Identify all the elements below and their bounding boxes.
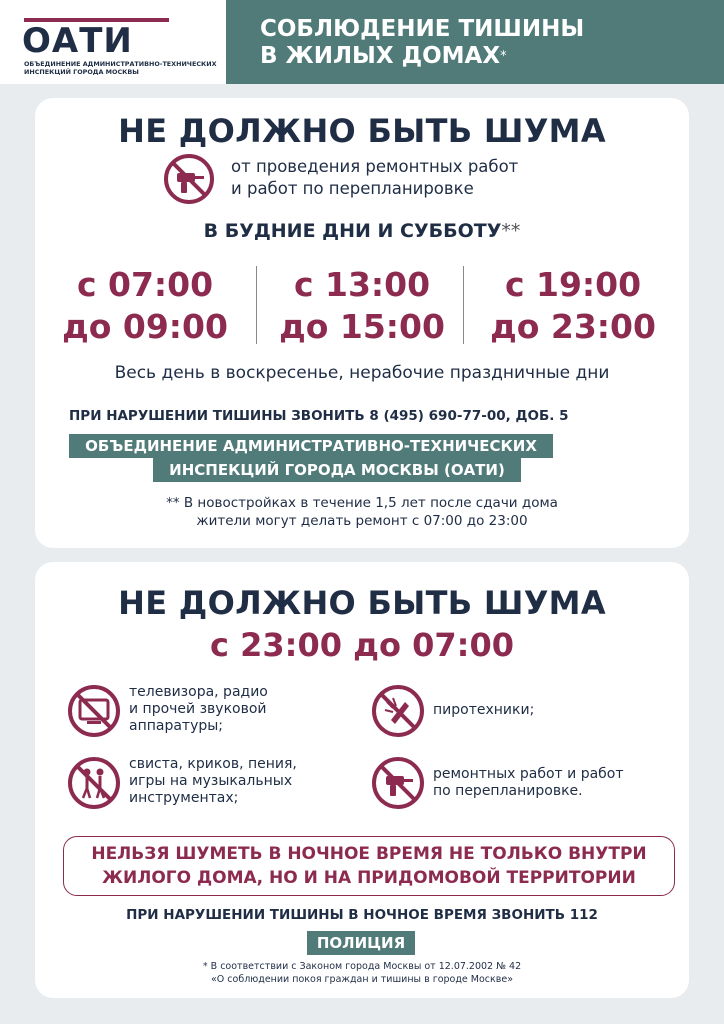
- item-fireworks-line1: пиротехники;: [433, 702, 535, 718]
- police-banner: ПОЛИЦИЯ: [307, 931, 415, 955]
- law-footnote: [35, 960, 689, 986]
- item-repair-line2: по перепланировке.: [433, 783, 583, 799]
- weekday-label: [35, 220, 689, 242]
- slot-1-to: до 09:00: [62, 307, 228, 346]
- item-repair-text: [433, 766, 633, 800]
- item-people-line2: игры на музыкальных: [129, 773, 293, 789]
- oati-logo: [22, 14, 222, 76]
- slot-3-from: с 19:00: [504, 265, 642, 304]
- slot-2-from: с 13:00: [293, 265, 431, 304]
- slot-2-to: до 15:00: [279, 307, 445, 346]
- title-line2: В ЖИЛЫХ ДОМАХ: [260, 43, 501, 69]
- slot-divider: [463, 266, 464, 344]
- page-title: [260, 16, 660, 70]
- note-line2: жители могут делать ремонт с 07:00 до 23:00: [196, 513, 528, 529]
- logo-subtitle-line2: ИНСПЕКЦИЙ ГОРОДА МОСКВЫ: [24, 68, 139, 76]
- time-slot-3: [473, 264, 673, 348]
- item-repair-line1: ремонтных работ и работ: [433, 766, 624, 782]
- night-heading: НЕ ДОЛЖНО БЫТЬ ШУМА: [118, 584, 606, 622]
- item-people-line3: инструментах;: [129, 790, 239, 806]
- drill-prohibited-icon: [163, 153, 215, 205]
- title-footnote-mark: *: [500, 49, 507, 64]
- footnote-line1: * В соответствии с Законом города Москвы от 12.07.2002 № 42: [202, 961, 522, 972]
- time-slots: [45, 264, 679, 354]
- item-tv-text: [129, 684, 329, 735]
- item-people-line1: свиста, криков, пения,: [129, 756, 297, 772]
- time-slot-2: [262, 264, 462, 348]
- item-tv-line1: телевизора, радио: [129, 684, 268, 700]
- warning-line1: НЕЛЬЗЯ ШУМЕТЬ В НОЧНОЕ ВРЕМЯ НЕ ТОЛЬКО ВНУТРИ: [91, 844, 647, 864]
- territory-warning: [63, 836, 675, 896]
- call-112-text: ПРИ НАРУШЕНИИ ТИШИНЫ В НОЧНОЕ ВРЕМЯ ЗВОНИТЬ 112: [126, 907, 598, 923]
- repair-line2: и работ по перепланировке: [231, 179, 474, 198]
- logo-subtitle-line1: ОБЪЕДИНЕНИЕ АДМИНИСТРАТИВНО-ТЕХНИЧЕСКИХ: [24, 60, 217, 68]
- day-heading: НЕ ДОЛЖНО БЫТЬ ШУМА: [118, 112, 606, 150]
- tv-icon: [67, 684, 121, 738]
- slot-1-from: с 07:00: [76, 265, 214, 304]
- new-building-note: [35, 494, 689, 530]
- night-time-range: с 23:00 до 07:00: [210, 626, 514, 664]
- item-fireworks-text: [433, 702, 633, 719]
- warning-line2: ЖИЛОГО ДОМА, НО И НА ПРИДОМОВОЙ ТЕРРИТОРИИ: [102, 868, 636, 888]
- item-people-text: [129, 756, 329, 807]
- repair-text: [231, 156, 518, 200]
- item-tv-line3: аппаратуры;: [129, 718, 224, 734]
- item-tv-line2: и прочей звуковой: [129, 701, 267, 717]
- header-title-panel: [226, 0, 724, 84]
- slot-3-to: до 23:00: [490, 307, 656, 346]
- night-noise-card: [35, 562, 689, 998]
- time-slot-1: [45, 264, 245, 348]
- weekday-label-text: В БУДНИЕ ДНИ И СУББОТУ: [203, 220, 502, 242]
- weekday-footnote-mark: **: [501, 220, 521, 242]
- repair-line1: от проведения ремонтных работ: [231, 157, 519, 176]
- slot-divider: [256, 266, 257, 344]
- title-line1: СОБЛЮДЕНИЕ ТИШИНЫ: [260, 16, 585, 42]
- drill-icon: [371, 756, 425, 810]
- org-banner-line1: ОБЪЕДИНЕНИЕ АДМИНИСТРАТИВНО-ТЕХНИЧЕСКИХ: [69, 434, 553, 458]
- footnote-line2: «О соблюдении покоя граждан и тишины в городе Москве»: [210, 974, 514, 985]
- org-banner-line2: ИНСПЕКЦИЙ ГОРОДА МОСКВЫ (ОАТИ): [153, 458, 521, 482]
- note-line1: ** В новостройках в течение 1,5 лет после сдачи дома: [166, 495, 558, 511]
- people-noise-icon: [67, 756, 121, 810]
- logo-subtitle: [24, 60, 224, 76]
- call-phone-text: ПРИ НАРУШЕНИИ ТИШИНЫ ЗВОНИТЬ 8 (495) 690-77-00, ДОБ. 5: [69, 408, 569, 424]
- day-noise-card: [35, 98, 689, 548]
- all-day-text: Весь день в воскресенье, нерабочие праздничные дни: [114, 363, 610, 383]
- fireworks-icon: [371, 684, 425, 738]
- logo-text: ОАТИ: [22, 21, 133, 61]
- header: [0, 0, 724, 84]
